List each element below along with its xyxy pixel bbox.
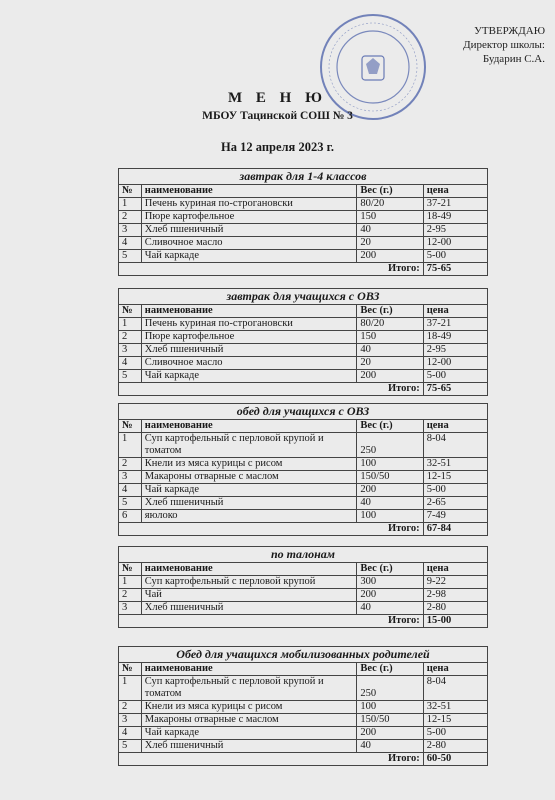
col-num: № [119, 420, 142, 433]
row-weight: 40 [357, 740, 423, 753]
row-name: Чай каркаде [141, 727, 357, 740]
row-price: 2-95 [423, 344, 487, 357]
row-price: 37-21 [423, 318, 487, 331]
row-price: 2-80 [423, 602, 487, 615]
menu-table-breakfast-1-4 [118, 168, 488, 276]
row-price: 32-51 [423, 701, 487, 714]
row-price: 12-15 [423, 714, 487, 727]
row-weight: 200 [357, 589, 423, 602]
menu-table-breakfast-ovz [118, 288, 488, 396]
row-weight: 40 [357, 602, 423, 615]
row-price: 5-00 [423, 370, 487, 383]
col-num: № [119, 563, 142, 576]
table-row [119, 576, 488, 589]
row-weight: 40 [357, 497, 423, 510]
row-num: 6 [119, 510, 142, 523]
col-name: наименование [141, 305, 357, 318]
section-title: по талонам [119, 547, 488, 563]
approval-position: Директор школы: [463, 39, 545, 51]
row-num: 5 [119, 740, 142, 753]
row-weight: 200 [357, 370, 423, 383]
section-title: завтрак для 1-4 классов [119, 169, 488, 185]
row-weight: 150 [357, 211, 423, 224]
row-weight: 250 [357, 433, 423, 458]
row-num: 5 [119, 497, 142, 510]
row-num: 2 [119, 211, 142, 224]
row-num: 5 [119, 370, 142, 383]
row-num: 4 [119, 357, 142, 370]
row-name: Кнели из мяса курицы с рисом [141, 701, 357, 714]
menu-date: На 12 апреля 2023 г. [221, 140, 334, 154]
page-title: М Е Н Ю [228, 90, 327, 106]
menu-table-lunch-ovz [118, 403, 488, 536]
row-num: 1 [119, 318, 142, 331]
row-num: 2 [119, 701, 142, 714]
row-name: Хлеб пшеничный [141, 497, 357, 510]
row-name: Печень куриная по-строгановски [141, 198, 357, 211]
section-title: обед для учащихся с ОВЗ [119, 404, 488, 420]
table-row [119, 497, 488, 510]
col-num: № [119, 305, 142, 318]
row-price: 5-00 [423, 727, 487, 740]
row-weight: 200 [357, 484, 423, 497]
row-price: 12-00 [423, 237, 487, 250]
row-num: 1 [119, 198, 142, 211]
row-weight: 20 [357, 357, 423, 370]
total-value: 75-65 [423, 383, 487, 396]
total-label: Итого: [119, 753, 424, 766]
row-weight: 150 [357, 331, 423, 344]
row-weight: 150/50 [357, 471, 423, 484]
row-name: Хлеб пшеничный [141, 344, 357, 357]
row-num: 1 [119, 576, 142, 589]
row-num: 3 [119, 471, 142, 484]
row-name: Печень куриная по-строгановски [141, 318, 357, 331]
table-row [119, 250, 488, 263]
row-price: 12-00 [423, 357, 487, 370]
col-name: наименование [141, 663, 357, 676]
row-name: Хлеб пшеничный [141, 740, 357, 753]
row-weight: 300 [357, 576, 423, 589]
row-num: 4 [119, 484, 142, 497]
row-weight: 200 [357, 250, 423, 263]
table-row [119, 211, 488, 224]
row-price: 2-95 [423, 224, 487, 237]
row-price: 32-51 [423, 458, 487, 471]
table-row [119, 471, 488, 484]
table-row [119, 224, 488, 237]
total-value: 60-50 [423, 753, 487, 766]
menu-table-lunch-mobilized-parents [118, 646, 488, 766]
table-row [119, 237, 488, 250]
row-price: 37-21 [423, 198, 487, 211]
table-row [119, 714, 488, 727]
row-name: Макароны отварные с маслом [141, 714, 357, 727]
col-name: наименование [141, 420, 357, 433]
col-name: наименование [141, 185, 357, 198]
total-label: Итого: [119, 615, 424, 628]
row-num: 3 [119, 224, 142, 237]
row-name: Хлеб пшеничный [141, 224, 357, 237]
row-weight: 100 [357, 510, 423, 523]
table-row [119, 331, 488, 344]
total-label: Итого: [119, 383, 424, 396]
row-price: 8-04 [423, 433, 487, 458]
row-price: 8-04 [423, 676, 487, 701]
row-price: 12-15 [423, 471, 487, 484]
total-label: Итого: [119, 523, 424, 536]
table-row [119, 357, 488, 370]
table-row [119, 676, 488, 701]
row-price: 5-00 [423, 250, 487, 263]
total-value: 15-00 [423, 615, 487, 628]
table-row [119, 701, 488, 714]
row-name: Суп картофельный с перловой крупой и томатом [141, 433, 357, 458]
row-weight: 250 [357, 676, 423, 701]
row-weight: 40 [357, 224, 423, 237]
row-name: Чай каркаде [141, 370, 357, 383]
table-row [119, 727, 488, 740]
row-name: Суп картофельный с перловой крупой и томатом [141, 676, 357, 701]
row-name: Сливочное масло [141, 357, 357, 370]
col-weight: Вес (г.) [357, 563, 423, 576]
row-num: 5 [119, 250, 142, 263]
table-row [119, 484, 488, 497]
approval-name: Бударин С.А. [482, 53, 545, 65]
approval-block [463, 24, 545, 66]
row-num: 2 [119, 589, 142, 602]
row-weight: 80/20 [357, 198, 423, 211]
row-price: 18-49 [423, 211, 487, 224]
row-weight: 150/50 [357, 714, 423, 727]
col-num: № [119, 663, 142, 676]
section-title: Обед для учащихся мобилизованных родителей [119, 647, 488, 663]
row-price: 9-22 [423, 576, 487, 589]
row-price: 2-80 [423, 740, 487, 753]
total-value: 67-84 [423, 523, 487, 536]
table-row [119, 433, 488, 458]
row-name: Чай каркаде [141, 484, 357, 497]
table-row [119, 370, 488, 383]
row-num: 3 [119, 714, 142, 727]
total-label: Итого: [119, 263, 424, 276]
row-weight: 100 [357, 701, 423, 714]
row-weight: 200 [357, 727, 423, 740]
row-name: Хлеб пшеничный [141, 602, 357, 615]
row-name: Чай каркаде [141, 250, 357, 263]
row-name: Суп картофельный с перловой крупой [141, 576, 357, 589]
row-name: Пюре картофельное [141, 211, 357, 224]
row-num: 3 [119, 344, 142, 357]
row-price: 7-49 [423, 510, 487, 523]
col-num: № [119, 185, 142, 198]
row-name: Кнели из мяса курицы с рисом [141, 458, 357, 471]
col-weight: Вес (г.) [357, 663, 423, 676]
table-row [119, 510, 488, 523]
row-num: 1 [119, 433, 142, 458]
row-name: Пюре картофельное [141, 331, 357, 344]
row-num: 3 [119, 602, 142, 615]
menu-table-coupons [118, 546, 488, 628]
col-weight: Вес (г.) [357, 305, 423, 318]
row-num: 1 [119, 676, 142, 701]
section-title: завтрак для учащихся с ОВЗ [119, 289, 488, 305]
table-row [119, 602, 488, 615]
col-price: цена [423, 663, 487, 676]
table-row [119, 344, 488, 357]
row-name: Сливочное масло [141, 237, 357, 250]
table-row [119, 318, 488, 331]
row-name: Чай [141, 589, 357, 602]
row-weight: 80/20 [357, 318, 423, 331]
row-price: 18-49 [423, 331, 487, 344]
row-num: 2 [119, 331, 142, 344]
col-price: цена [423, 305, 487, 318]
col-price: цена [423, 420, 487, 433]
col-weight: Вес (г.) [357, 185, 423, 198]
row-name: Макароны отварные с маслом [141, 471, 357, 484]
table-row [119, 458, 488, 471]
row-name: яюлоко [141, 510, 357, 523]
row-num: 4 [119, 727, 142, 740]
col-name: наименование [141, 563, 357, 576]
table-row [119, 740, 488, 753]
row-price: 2-65 [423, 497, 487, 510]
table-row [119, 198, 488, 211]
school-name: МБОУ Тацинской СОШ № 3 [202, 110, 353, 122]
row-weight: 100 [357, 458, 423, 471]
col-price: цена [423, 185, 487, 198]
col-price: цена [423, 563, 487, 576]
row-num: 4 [119, 237, 142, 250]
total-value: 75-65 [423, 263, 487, 276]
row-num: 2 [119, 458, 142, 471]
row-weight: 40 [357, 344, 423, 357]
row-price: 5-00 [423, 484, 487, 497]
table-row [119, 589, 488, 602]
approval-title: УТВЕРЖДАЮ [474, 25, 545, 37]
row-price: 2-98 [423, 589, 487, 602]
col-weight: Вес (г.) [357, 420, 423, 433]
row-weight: 20 [357, 237, 423, 250]
